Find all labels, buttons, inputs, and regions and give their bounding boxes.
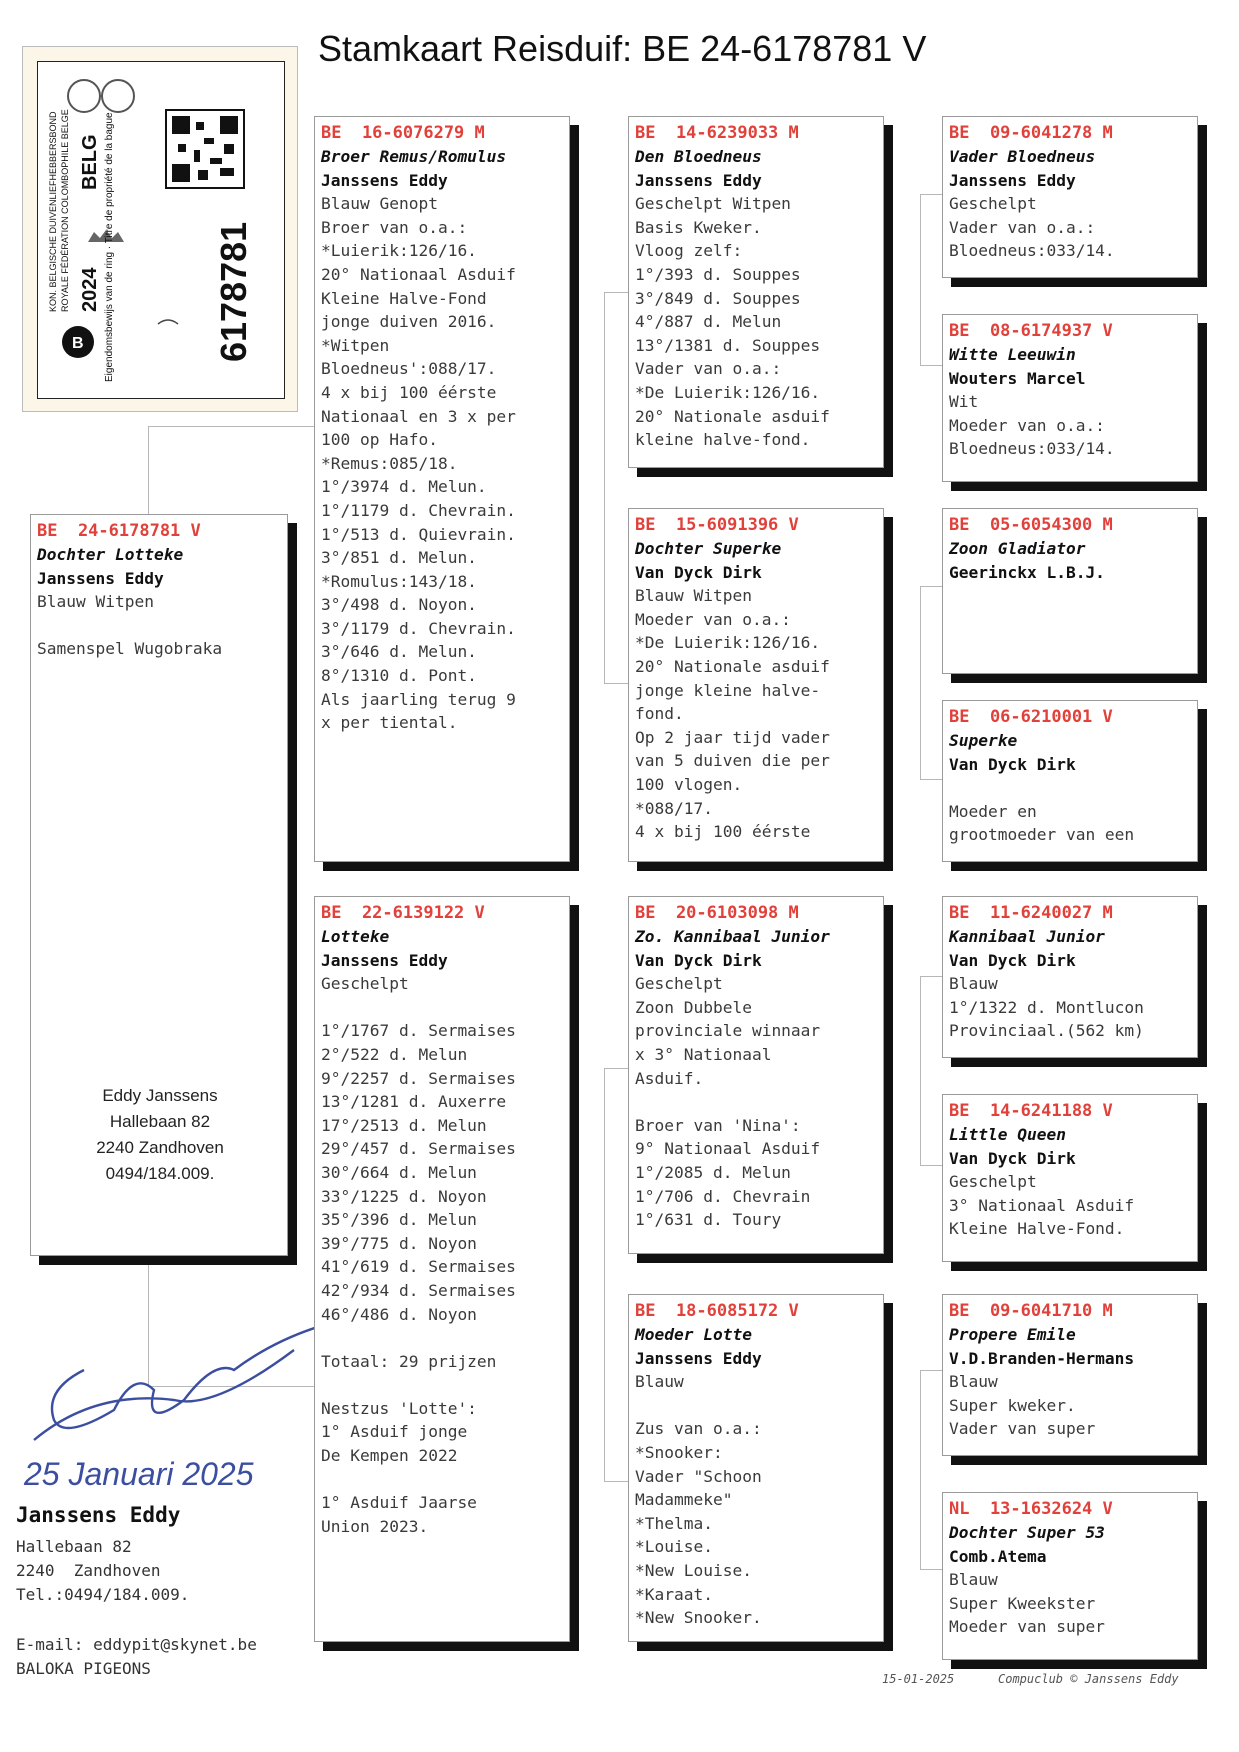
ring-certificate-graphic: [38, 62, 284, 398]
owner-name: Janssens Eddy: [635, 1348, 762, 1368]
info-line: Zus van o.a.:: [635, 1419, 762, 1439]
ring-number: BE 15-6091396 V: [635, 515, 799, 535]
info-line: 3°/851 d. Melun.: [321, 548, 477, 568]
pedigree-card-mmf: [942, 1294, 1198, 1456]
handwritten-date: 25 Januari 2025: [24, 1456, 254, 1492]
info-line: Geschelpt: [949, 194, 1037, 214]
info-line: [321, 996, 563, 1020]
pigeon-name: Zoon Gladiator: [949, 539, 1086, 558]
info-line: 1°/513 d. Quievrain.: [321, 524, 516, 544]
info-line: Vader van super: [949, 1419, 1096, 1439]
info-line: Op 2 jaar tijd vader: [635, 727, 830, 747]
pedigree-card-fmm: [942, 700, 1198, 862]
owner-name: Van Dyck Dirk: [949, 950, 1076, 970]
owner-name: Wouters Marcel: [949, 368, 1086, 388]
info-line: *Karaat.: [635, 1584, 713, 1604]
info-line: *New Louise.: [635, 1560, 752, 1580]
info-line: 1°/1179 d. Chevrain.: [321, 500, 516, 520]
pigeon-name-subject: Dochter Lotteke: [37, 545, 184, 564]
ring-number: NL 13-1632624 V: [949, 1499, 1113, 1519]
ring-number: BE 09-6041710 M: [949, 1301, 1113, 1321]
ring-number: BE 05-6054300 M: [949, 515, 1113, 535]
ring-number: 6178781: [213, 221, 254, 362]
info-line: 1°/1767 d. Sermaises: [321, 1021, 516, 1041]
info-line: 4 x bij 100 éérste: [321, 382, 497, 402]
pigeon-name: Witte Leeuwin: [949, 345, 1076, 364]
info-line: Broer van o.a.:: [321, 217, 468, 237]
pedigree-card-mother: [314, 896, 570, 1642]
info-line: Totaal: 29 prijzen: [321, 1351, 497, 1371]
ring-number: BE 20-6103098 M: [635, 903, 799, 923]
info-line: Kleine Halve-Fond: [321, 288, 487, 308]
info-line: [949, 776, 1191, 800]
ring-number: BE 18-6085172 V: [635, 1301, 799, 1321]
owner-name: Van Dyck Dirk: [949, 1148, 1076, 1168]
info-line: 46°/486 d. Noyon: [321, 1304, 477, 1324]
info-line: 9°/2257 d. Sermaises: [321, 1068, 516, 1088]
ring-number: BE 11-6240027 M: [949, 903, 1113, 923]
info-line: Union 2023.: [321, 1516, 429, 1536]
info-line: *Remus:085/18.: [321, 453, 458, 473]
info-line: 100 op Hafo.: [321, 430, 438, 450]
info-line: Moeder van o.a.:: [635, 609, 791, 629]
info-line: 100 vlogen.: [635, 774, 743, 794]
svg-text:B: B: [72, 335, 84, 352]
ring-number-subject: BE 24-6178781 V: [37, 521, 201, 541]
info-line: 13°/1281 d. Auxerre: [321, 1092, 507, 1112]
federation-fr: ROYALE FÉDÉRATION COLOMBOPHILE BELGE: [60, 109, 70, 312]
info-line: Madammeke": [635, 1490, 733, 1510]
pedigree-card-mfm: [942, 1094, 1198, 1262]
info-line: Broer van 'Nina':: [635, 1115, 801, 1135]
info-line: 20° Nationale asduif: [635, 406, 830, 426]
pigeon-name: Vader Bloedneus: [949, 147, 1096, 166]
pedigree-card-subject: [30, 514, 288, 1256]
subject-blank: [37, 614, 281, 638]
info-line: Vloog zelf:: [635, 241, 743, 261]
info-line: 4°/887 d. Melun: [635, 312, 782, 332]
info-line: 3°/646 d. Melun.: [321, 642, 477, 662]
info-line: Blauw Witpen: [635, 586, 752, 606]
info-line: 8°/1310 d. Pont.: [321, 666, 477, 686]
pigeon-name: Zo. Kannibaal Junior: [635, 927, 830, 946]
info-line: 30°/664 d. Melun: [321, 1162, 477, 1182]
info-line: Bloedneus:033/14.: [949, 439, 1115, 459]
info-line: *088/17.: [635, 798, 713, 818]
breeder-phone: Tel.:0494/184.009.: [16, 1585, 190, 1604]
signature: [14, 1320, 314, 1460]
info-line: Geschelpt: [635, 974, 723, 994]
info-line: 1°/3974 d. Melun.: [321, 477, 487, 497]
info-line: *New Snooker.: [635, 1608, 762, 1628]
info-line: Vader van o.a.:: [949, 217, 1096, 237]
breeder-loft: BALOKA PIGEONS: [16, 1659, 151, 1678]
handwritten-city: 2240 Zandhoven: [96, 1138, 224, 1157]
info-line: 2°/522 d. Melun: [321, 1044, 468, 1064]
pedigree-card-ffm: [942, 314, 1198, 482]
ring-number: BE 14-6239033 M: [635, 123, 799, 143]
owner-name: Janssens Eddy: [635, 170, 762, 190]
subject-note: Samenspel Wugobraka: [37, 639, 223, 659]
info-line: 42°/934 d. Sermaises: [321, 1280, 516, 1300]
info-line: Bloedneus':088/17.: [321, 359, 497, 379]
owner-name: Van Dyck Dirk: [635, 950, 762, 970]
info-line: *De Luierik:126/16.: [635, 633, 821, 653]
info-line: 3° Nationaal Asduif: [949, 1195, 1135, 1215]
info-line: Basis Kweker.: [635, 217, 762, 237]
connector-father: [604, 292, 629, 684]
pedigree-card-father: [314, 116, 570, 862]
lion-logo-icon: [68, 80, 100, 112]
info-line: Geschelpt Witpen: [635, 194, 791, 214]
info-line: *Luierik:126/16.: [321, 241, 477, 261]
info-line: Moeder en: [949, 801, 1037, 821]
ring-number: BE 16-6076279 M: [321, 123, 485, 143]
info-line: 1°/1322 d. Montlucon: [949, 997, 1144, 1017]
info-line: 39°/775 d. Noyon: [321, 1233, 477, 1253]
info-line: 3°/1179 d. Chevrain.: [321, 618, 516, 638]
handwritten-address: [31, 1083, 288, 1187]
connector-subject-father: [148, 426, 317, 517]
info-line: Zoon Dubbele: [635, 997, 752, 1017]
pigeon-name: Kannibaal Junior: [949, 927, 1105, 946]
info-line: 20° Nationale asduif: [635, 656, 830, 676]
info-line: 3°/498 d. Noyon.: [321, 595, 477, 615]
info-line: 17°/2513 d. Melun: [321, 1115, 487, 1135]
pedigree-card-fff: [942, 116, 1198, 278]
pigeon-name: Dochter Superke: [635, 539, 782, 558]
pigeon-name: Broer Remus/Romulus: [321, 147, 507, 166]
ownership-text: Eigendomsbewijs van de ring · Titre de propriété de la bague: [104, 112, 115, 382]
qr-code-icon: [166, 110, 244, 188]
info-line: 3°/849 d. Souppes: [635, 288, 801, 308]
breeder-address: Hallebaan 82: [16, 1537, 132, 1556]
info-line: Blauw: [949, 1372, 998, 1392]
pedigree-card-mother-father: [628, 896, 884, 1254]
info-line: 4 x bij 100 éérste: [635, 822, 811, 842]
info-line: fond.: [635, 704, 684, 724]
info-line: [635, 1090, 877, 1114]
info-line: 13°/1381 d. Souppes: [635, 335, 821, 355]
pigeon-name: Propere Emile: [949, 1325, 1076, 1344]
pigeon-name: Superke: [949, 731, 1018, 750]
handwritten-street: Hallebaan 82: [109, 1112, 211, 1131]
connector-ff: [920, 194, 943, 366]
info-line: Blauw: [635, 1372, 684, 1392]
info-line: *Louise.: [635, 1537, 713, 1557]
owner-subject: Janssens Eddy: [37, 568, 164, 588]
info-line: van 5 duiven die per: [635, 751, 830, 771]
info-line: 1°/393 d. Souppes: [635, 264, 801, 284]
page-title: Stamkaart Reisduif: BE 24-6178781 V: [318, 28, 927, 69]
owner-name: Geerinckx L.B.J.: [949, 562, 1105, 582]
info-line: *Snooker:: [635, 1442, 723, 1462]
ring-number: BE 22-6139122 V: [321, 903, 485, 923]
owner-name: Janssens Eddy: [949, 170, 1076, 190]
connector-mf: [920, 976, 943, 1166]
owner-name: Van Dyck Dirk: [635, 562, 762, 582]
info-line: jonge kleine halve-: [635, 680, 821, 700]
info-line: *De Luierik:126/16.: [635, 382, 821, 402]
info-line: 1°/631 d. Toury: [635, 1210, 782, 1230]
info-line: Blauw: [949, 1570, 998, 1590]
info-line: x per tiental.: [321, 713, 458, 733]
breeder-city: 2240 Zandhoven: [16, 1561, 161, 1580]
owner-name: Janssens Eddy: [321, 950, 448, 970]
info-line: 1°/706 d. Chevrain: [635, 1186, 811, 1206]
owner-name: Janssens Eddy: [321, 170, 448, 190]
ring-number: BE 08-6174937 V: [949, 321, 1113, 341]
info-line: Provinciaal.(562 km): [949, 1021, 1144, 1041]
info-line: Blauw: [949, 974, 998, 994]
info-line: Super Kweekster: [949, 1593, 1096, 1613]
pedigree-card-fmf: [942, 508, 1198, 674]
info-line: Nationaal en 3 x per: [321, 406, 516, 426]
info-line: Moeder van super: [949, 1617, 1105, 1637]
connector-fm: [920, 586, 943, 780]
info-line: Super kweker.: [949, 1395, 1076, 1415]
breeder-name: Janssens Eddy: [16, 1503, 181, 1527]
pigeon-name: Moeder Lotte: [635, 1325, 752, 1344]
info-line: *Thelma.: [635, 1513, 713, 1533]
handwritten-name: Eddy Janssens: [102, 1086, 218, 1105]
pedigree-card-father-mother: [628, 508, 884, 862]
info-line: kleine halve-fond.: [635, 430, 811, 450]
info-line: 29°/457 d. Sermaises: [321, 1139, 516, 1159]
connector-mother: [604, 1068, 629, 1482]
info-line: *Romulus:143/18.: [321, 571, 477, 591]
ring-number: BE 06-6210001 V: [949, 707, 1113, 727]
info-line: x 3° Nationaal: [635, 1044, 772, 1064]
pedigree-card-mmm: [942, 1492, 1198, 1660]
info-line: De Kempen 2022: [321, 1446, 458, 1466]
info-line: Vader van o.a.:: [635, 359, 782, 379]
info-line: [321, 1468, 563, 1492]
breeder-email[interactable]: E-mail: eddypit@skynet.be: [16, 1635, 257, 1654]
federation-nl: KON. BELGISCHE DUIVENLIEFHEBBERSBOND: [48, 111, 58, 312]
pedigree-card-father-father: [628, 116, 884, 468]
info-line: Bloedneus:033/14.: [949, 241, 1115, 261]
info-line: Nestzus 'Lotte':: [321, 1398, 477, 1418]
info-line: 1°/2085 d. Melun: [635, 1162, 791, 1182]
footer-date: 15-01-2025: [882, 1672, 955, 1686]
info-line: Moeder van o.a.:: [949, 415, 1105, 435]
connector-mm: [920, 1370, 943, 1570]
info-line: 1° Asduif jonge: [321, 1422, 468, 1442]
info-line: jonge duiven 2016.: [321, 312, 497, 332]
info-line: 20° Nationaal Asduif: [321, 264, 516, 284]
info-line: Asduif.: [635, 1068, 704, 1088]
rooster-logo-icon: [102, 80, 134, 112]
info-line: provinciale winnaar: [635, 1021, 821, 1041]
owner-name: Van Dyck Dirk: [949, 754, 1076, 774]
pigeon-name: Lotteke: [321, 927, 390, 946]
info-line: 9° Nationaal Asduif: [635, 1139, 821, 1159]
footer-credit: Compuclub © Janssens Eddy: [998, 1672, 1179, 1686]
info-line: 41°/619 d. Sermaises: [321, 1257, 516, 1277]
info-line: Kleine Halve-Fond.: [949, 1219, 1125, 1239]
pigeon-name: Den Bloedneus: [635, 147, 762, 166]
pigeon-name: Little Queen: [949, 1125, 1066, 1144]
ring-year: 2024: [79, 267, 101, 312]
info-line: Geschelpt: [321, 974, 409, 994]
info-line: Vader "Schoon: [635, 1466, 762, 1486]
info-line: Geschelpt: [949, 1172, 1037, 1192]
info-line: 1° Asduif Jaarse: [321, 1493, 477, 1513]
owner-name: Comb.Atema: [949, 1546, 1047, 1566]
info-line: [635, 1394, 877, 1418]
info-line: 35°/396 d. Melun: [321, 1210, 477, 1230]
pigeon-name: Dochter Super 53: [949, 1523, 1105, 1542]
info-line: [321, 1326, 563, 1350]
ring-country: BELG: [79, 134, 101, 190]
ring-number: BE 14-6241188 V: [949, 1101, 1113, 1121]
info-line: Als jaarling terug 9: [321, 689, 516, 709]
info-line: grootmoeder van een: [949, 825, 1135, 845]
info-line: 33°/1225 d. Noyon: [321, 1186, 487, 1206]
owner-name: V.D.Branden-Hermans: [949, 1348, 1135, 1368]
ring-certificate: [22, 46, 298, 412]
handwritten-phone: 0494/184.009.: [105, 1164, 215, 1183]
pedigree-card-mff: [942, 896, 1198, 1058]
info-line: Wit: [949, 392, 979, 412]
ring-number: BE 09-6041278 M: [949, 123, 1113, 143]
info-line: *Witpen: [321, 335, 390, 355]
info-line: [321, 1373, 563, 1397]
subject-color: Blauw Witpen: [37, 592, 154, 612]
pedigree-card-mother-mother: [628, 1294, 884, 1642]
info-line: Blauw Genopt: [321, 194, 438, 214]
